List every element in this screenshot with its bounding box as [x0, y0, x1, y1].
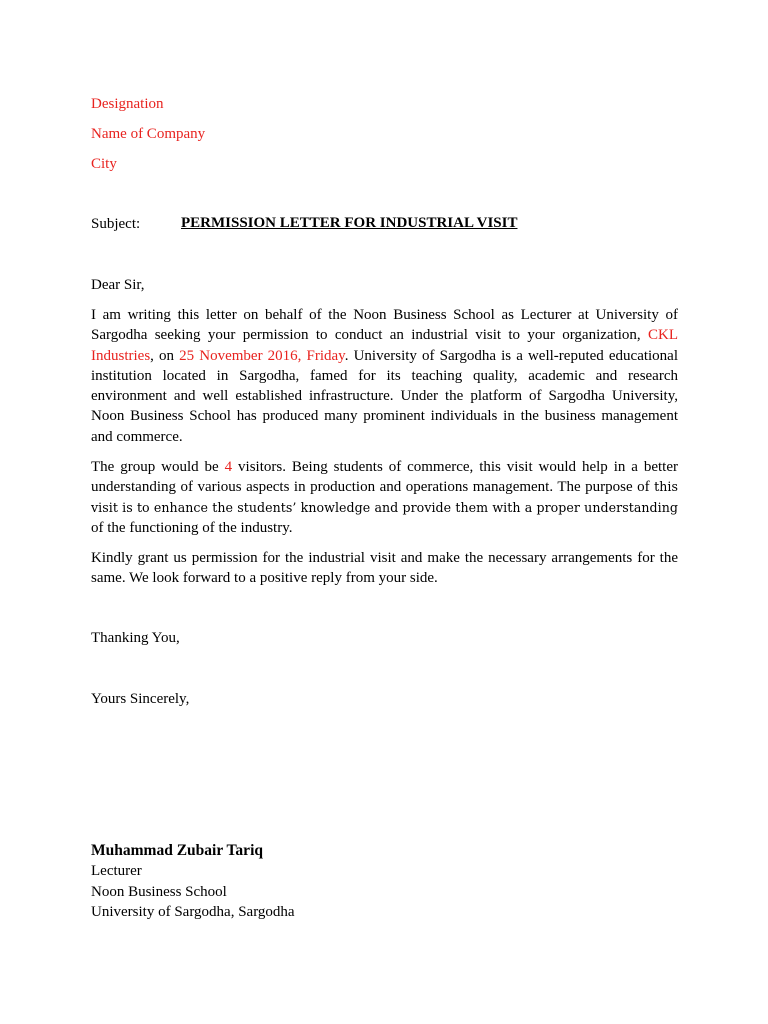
recipient-company: Name of Company: [91, 126, 206, 142]
signatory-name: Muhammad Zubair Tariq: [91, 842, 263, 859]
paragraph-1: [91, 305, 678, 447]
closing-thanks: Thanking You,: [91, 630, 180, 646]
paragraph-2-text-b: visitors. Being students of commerce, this visit would help in a better understanding of various aspects in production and operations management. The purpose of: [91, 459, 678, 496]
subject-text: PERMISSION LETTER FOR INDUSTRIAL VISIT: [181, 215, 518, 231]
paragraph-1-text-c: . University of Sargodha is a well-reputed educational institution located in Sargodha, famed for its teaching quality, academic and research environment and well established infrastructure. Under the platform of Sargodha University, Noon Business School has produced many prominent individuals in the business management and commerce.: [91, 347, 679, 445]
visitor-count-highlight: 4: [224, 459, 233, 475]
recipient-city: City: [91, 156, 117, 172]
paragraph-2-text-d: of the functioning of the industry.: [91, 519, 293, 536]
signatory-title: Lecturer: [91, 863, 142, 879]
signatory-university: University of Sargodha, Sargodha: [91, 904, 295, 920]
paragraph-1-text-a: I am writing this letter on behalf of the Noon Business School as Lecturer at University of Sargodha seeking your permission to conduct an industrial visit to your organization,: [91, 307, 678, 344]
paragraph-1-text-b: , on: [150, 347, 180, 364]
paragraph-2-text-a: The group would be: [91, 459, 225, 475]
subject-label: Subject:: [91, 216, 141, 232]
paragraph-3: Kindly grant us permission for the industrial visit and make the necessary arrangements for the same. We look forward to a positive reply from your side.: [91, 550, 678, 587]
closing-sincerely: Yours Sincerely,: [91, 691, 190, 707]
recipient-designation: Designation: [91, 96, 164, 112]
paragraph-2: [91, 457, 678, 538]
signatory-school: Noon Business School: [91, 884, 227, 900]
paragraph-2-text-c: this visit is to enhance the students’ knowledge and provide them with a proper understanding: [91, 479, 678, 515]
visit-date-highlight: 25 November 2016, Friday: [179, 347, 345, 364]
salutation: Dear Sir,: [91, 277, 145, 293]
company-name-highlight: CKL Industries: [91, 327, 678, 364]
